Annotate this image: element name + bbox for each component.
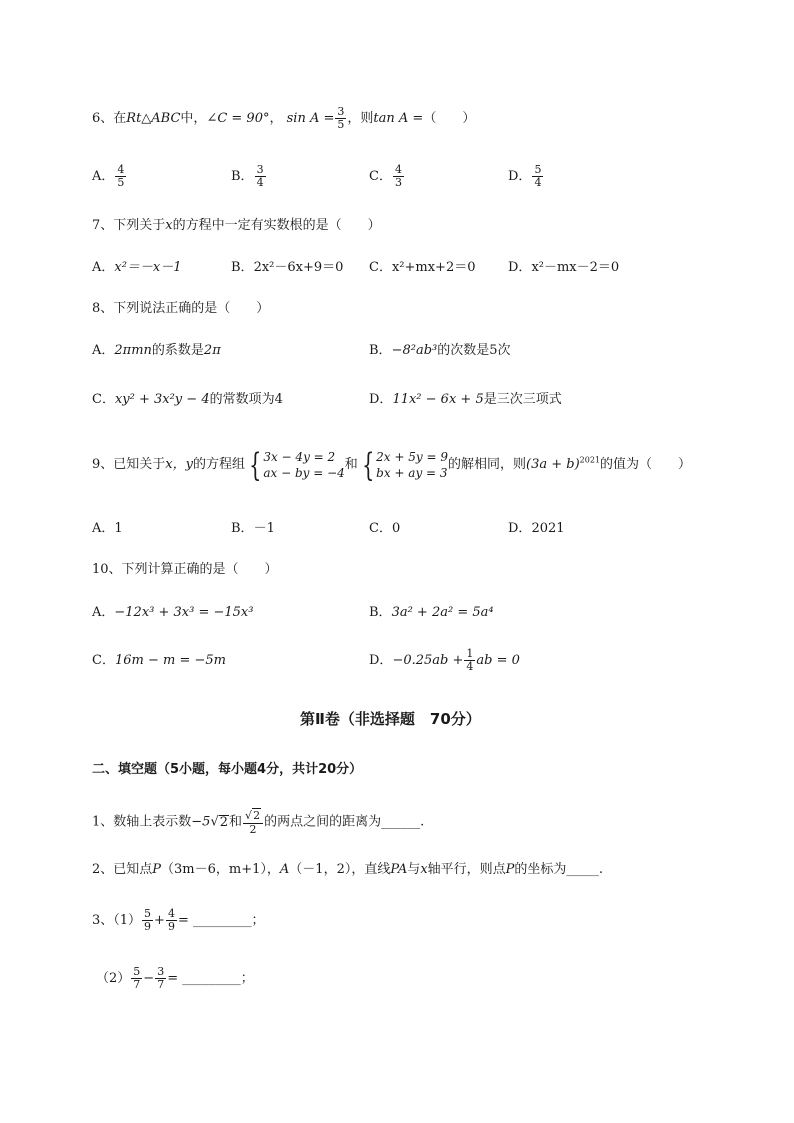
q9-opt-label: C． [369,521,392,536]
q7-option-b [231,258,343,278]
q6-angle: ∠C = 90° [206,111,270,126]
f3a-op: + [154,913,165,928]
q7-option-c [369,258,475,278]
q9-system-2 [358,445,448,484]
q8-opt-text: 的系数是 [151,343,204,358]
q6-frac-den: 5 [337,118,345,131]
q8-opt-label: D． [369,392,393,407]
q10-stem: 10、下列计算正确的是（ ） [92,562,278,577]
q8-option-a [92,341,221,361]
q6-text: 中， [180,111,207,126]
fill-1: 1、数轴上表示数−5√2和 $\frac{√2}{2}$ 的两点之间的距离为______. [92,809,425,836]
q8-opt-math2: 2π [203,343,221,358]
q10-opt-post: ab = 0 [476,653,520,668]
q7-var: x [165,218,173,233]
system-rows [263,449,344,481]
q10-opt-d-frac [464,648,475,673]
q9-option-d [508,519,565,539]
q6-opt-d-frac [532,164,543,189]
q10-option-b [369,603,494,623]
q6-option-b [231,164,267,189]
q10-opt-text: 16m − m = −5m [114,653,226,668]
q8-opt-label: A． [92,343,115,358]
system-row: bx + ay = 3 [376,465,448,480]
q9-option-a [92,519,123,539]
fill-2 [92,860,603,880]
q7-opt-label: A． [92,260,115,275]
q7-option-d [508,258,619,278]
frac-den: 7 [157,978,165,991]
frac-num: 3 [157,965,165,978]
q9-exponent: 2021 [579,455,601,465]
q6-opt-b-label: B． [231,169,254,184]
frac-num: 4 [117,163,125,176]
system-row: ax − by = −4 [263,465,345,480]
question-10 [92,560,278,580]
q8-stem: 8、下列说法正确的是（ ） [92,301,270,316]
fill-3-part-2 [96,966,254,991]
q8-option-b [369,341,511,361]
f1-text: 1、数轴上表示数 [92,814,192,830]
q10-opt-text: 3a² + 2a² = 5a⁴ [391,605,494,620]
q8-opt-math: 2πmn [114,343,152,358]
q9-expr: (3a + b) [526,457,580,472]
q10-opt-label: D． [369,653,393,668]
q9-opt-text: 2021 [531,521,565,536]
f3b-blank: = _________； [167,971,254,986]
q8-option-c [92,390,283,410]
frac-den: 9 [167,920,175,933]
section-title: 第Ⅱ卷（非选择题 70分） [300,710,481,728]
q7-opt-label: C． [369,260,392,275]
frac-den: 4 [256,176,264,189]
q10-option-c [92,651,226,671]
q9-stem2: 的方程组 [192,457,245,472]
q10-opt-label: A． [92,605,115,620]
f2-x: x [420,862,428,877]
f3b-frac2 [155,966,166,991]
q6-sin: sin A = [286,111,335,126]
q10-opt-label: C． [92,653,115,668]
q8-opt-math: −8²ab³ [391,343,438,358]
q9-opt-label: B． [231,521,254,536]
q6-opt-a-label: A． [92,169,115,184]
f1-frac-root: 2 [253,809,261,822]
frac-num: 4 [394,163,402,176]
q9-opt-text: 0 [391,521,401,536]
f1-tail: 的两点之间的距离为______. [264,814,425,830]
frac-num: √2 [243,808,263,824]
q7-opt-text: x²＝－x－1 [114,260,182,275]
q8-opt-text: 的常数项为4 [209,392,283,407]
q7-opt-label: B． [231,260,254,275]
f3b-op: − [143,971,155,986]
frac-den: 3 [394,176,402,189]
q9-opt-label: A． [92,521,115,536]
q9-system-1 [245,445,345,484]
f1-root: 2 [219,814,229,830]
f2-pa: PA [390,862,408,877]
brace-icon: { [361,445,375,484]
f2-p2: P [505,862,515,877]
frac-den: 9 [144,920,152,933]
q8-option-d [369,390,562,410]
q8-opt-text: 的次数是5次 [437,343,511,358]
q6-opt-c-label: C． [369,169,392,184]
q6-paren: （ ） [423,111,476,126]
q9-stem: 9、已知关于 [92,457,166,472]
q6-then: ，则 [347,111,374,126]
f3a-frac1 [142,908,153,933]
q6-triangle: Rt△ABC [126,111,181,126]
q6-option-d [508,164,544,189]
fill-3-part-1 [92,908,264,933]
frac-num: 3 [256,163,264,176]
q7-option-a [92,258,182,278]
frac-num: 4 [167,907,175,920]
q9-and: 和 [344,457,358,472]
q7-stem: 7、下列关于 [92,218,166,233]
q7-stem2: 的方程中一定有实数根的是（ ） [172,218,381,233]
q7-opt-text: 2x²－6x+9＝0 [253,260,344,275]
q6-number: 6、在 [92,111,127,126]
frac-den: 4 [534,176,542,189]
frac-den: 5 [117,176,125,189]
q8-opt-label: B． [369,343,392,358]
f3b-label: （2） [96,971,131,986]
f2-text3: 与 [407,862,421,877]
question-7 [92,216,381,236]
q10-opt-pre: −0.25ab + [392,653,464,668]
f2-p: P [152,862,162,877]
q9-stem4: 的值为（ ） [600,457,692,472]
q6-fraction [335,106,346,131]
frac-den: 2 [249,823,257,836]
q8-opt-math: xy² + 3x²y − 4 [114,392,210,407]
q9-stem3: 的解相同，则 [448,457,527,472]
q9-vars: x，y [165,457,193,472]
q8-opt-text: 是三次三项式 [483,392,562,407]
q6-opt-a-frac [115,164,126,189]
system-row: 3x − 4y = 2 [263,449,336,464]
f3b-frac1 [131,966,142,991]
frac-num: 1 [466,647,474,660]
f2-text: 2、已知点 [92,862,153,877]
q9-option-c [369,519,400,539]
q6-sep: ， [269,111,283,126]
q6-opt-b-frac [255,164,266,189]
f3a-frac2 [166,908,177,933]
question-9 [92,447,691,483]
q6-opt-c-frac [393,164,404,189]
question-6 [92,106,475,131]
q6-tan: tan A = [373,111,424,126]
f1-fraction [243,808,263,836]
q9-opt-text: 1 [114,521,123,536]
frac-num: 5 [534,163,542,176]
system-row: 2x + 5y = 9 [376,449,448,464]
frac-den: 7 [133,978,141,991]
q10-opt-label: B． [369,605,392,620]
brace-icon: { [249,445,262,484]
f3a-label: 3、（1） [92,913,142,928]
frac-num: 5 [133,965,141,978]
q10-option-a [92,603,253,623]
q10-option-d [369,648,520,673]
q10-opt-text: −12x³ + 3x³ = −15x³ [114,605,254,620]
q7-opt-text: x²－mx－2＝0 [531,260,620,275]
frac-den: 4 [466,660,474,673]
f1-num: −5 [191,814,211,830]
f2-text2: （－1，2），直线 [289,862,391,877]
q7-opt-label: D． [508,260,532,275]
f2-tail: 的坐标为_____. [514,862,604,877]
f2-text4: 轴平行，则点 [427,862,506,877]
q8-opt-label: C． [92,392,115,407]
part2-heading: 二、填空题（5小题，每小题4分，共计20分） [92,762,363,777]
question-8 [92,299,269,319]
q6-option-c [369,164,405,189]
f1-and: 和 [229,814,243,830]
q9-opt-text: －1 [253,521,275,536]
f3a-blank: = _________； [177,913,265,928]
system-rows [376,449,448,481]
f2-coords: （3m－6，m+1）， [161,862,280,877]
q7-opt-text: x²+mx+2＝0 [391,260,476,275]
q9-opt-label: D． [508,521,532,536]
q6-opt-d-label: D． [508,169,532,184]
f2-a: A [279,862,290,877]
q6-frac-num: 3 [337,105,345,118]
q9-option-b [231,519,275,539]
frac-num: 5 [144,907,152,920]
q6-option-a [92,164,127,189]
q8-opt-math: 11x² − 6x + 5 [392,392,484,407]
